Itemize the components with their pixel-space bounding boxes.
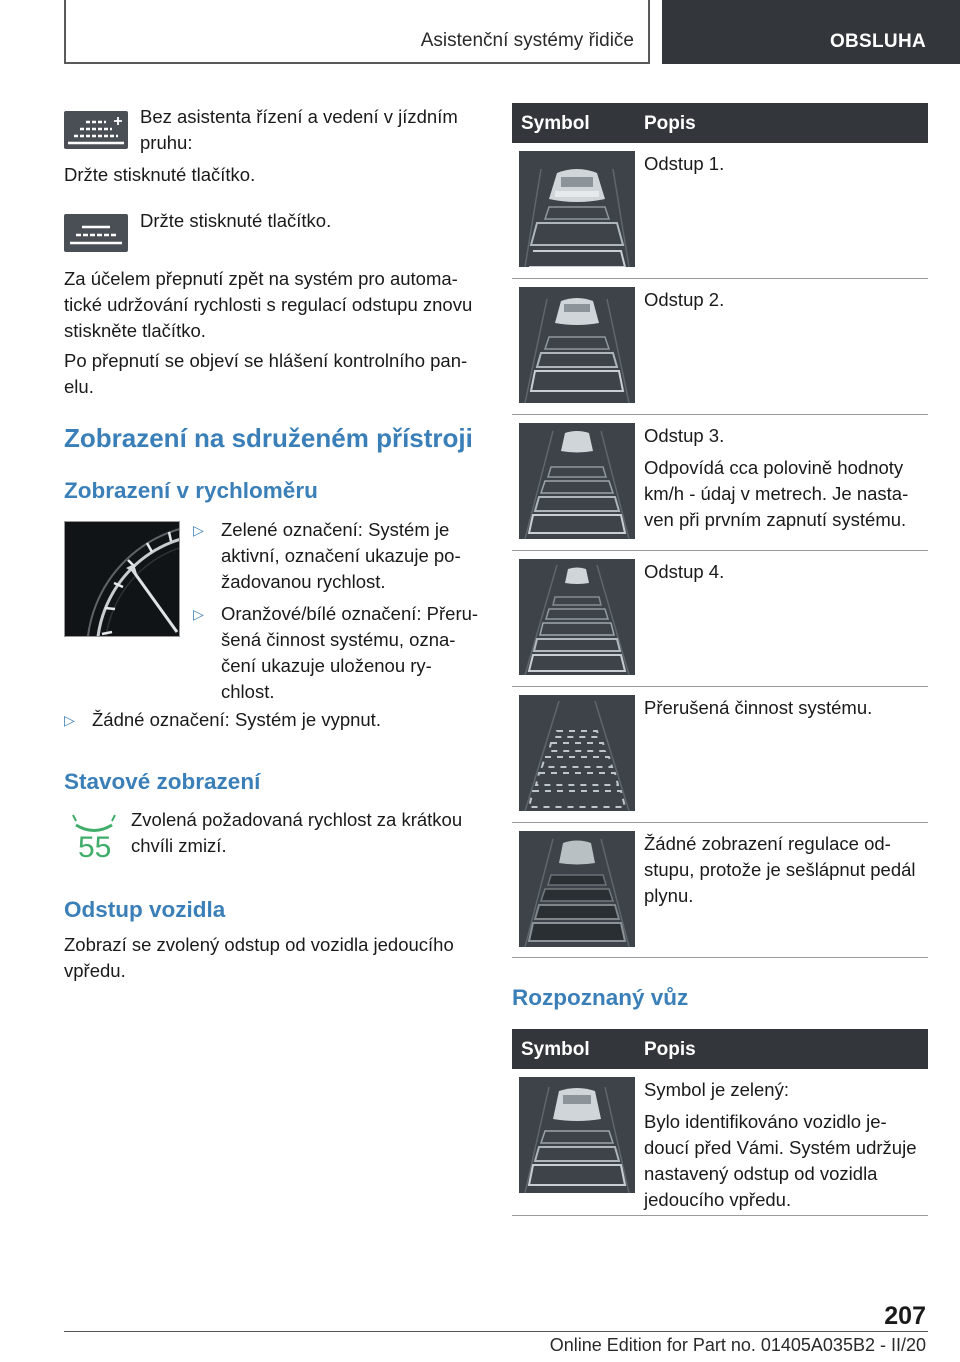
paragraph-speed-disappears: Zvolená požadovaná rychlost za krátkou chvíli zmizí.: [131, 809, 463, 856]
paragraph-control-message: Po přepnutí se objeví se hlášení kontrolního panelu.: [64, 350, 468, 397]
paragraph-hold-button-2: Držte stisknuté tlačítko.: [140, 210, 332, 231]
distance-2-symbol: [519, 287, 635, 403]
page-number: 207: [884, 1302, 926, 1330]
speed-status-value: 55: [78, 831, 112, 864]
chapter-tab-label: OBSLUHA: [829, 31, 926, 52]
table-row-divider: [512, 686, 928, 687]
distance-3-symbol: [519, 423, 635, 539]
paragraph-switch-back: Za účelem přepnutí zpět na systém pro automatické udržování rychlosti s regulací odstupu znovu stiskněte tlačítko.: [64, 268, 473, 341]
recognized-description: Bylo identifikováno vozidlo jedoucí před Vámi. Systém udržuje nastavený odstup od vozidla jedoucího vpředu.: [644, 1111, 917, 1210]
interrupted-text: Přerušená činnost systému.: [644, 697, 873, 718]
footer-edition: Online Edition for Part no. 01405A035B2 - II/20: [549, 1335, 926, 1355]
table-row-divider: [512, 1215, 928, 1216]
heading-speedometer-display: Zobrazení v rychloměru: [64, 478, 318, 503]
paragraph-without-assist: Bez asistenta řízení a vedení v jízdním pruhu:: [140, 106, 458, 153]
column-description: Popis: [644, 113, 696, 134]
heading-instrument-cluster: Zobrazení na sdruženém přístroji: [64, 423, 473, 453]
heading-status-display: Stavové zobrazení: [64, 769, 261, 794]
speed-status-icon: [64, 810, 124, 866]
bullet-marker: ▷: [64, 712, 75, 728]
distance-button-icon: [64, 214, 128, 252]
table-row-divider: [512, 278, 928, 279]
bullet-marker: ▷: [193, 522, 204, 538]
paragraph-distance-shown: Zobrazí se zvolený odstup od vozidla jedoucího vpředu.: [64, 934, 454, 981]
distance-1-symbol: [519, 151, 635, 267]
distance-1-text: Odstup 1.: [644, 153, 725, 174]
column-symbol: Symbol: [521, 113, 590, 134]
paragraph-hold-button: Držte stisknuté tlačítko.: [64, 164, 256, 185]
distance-4-text: Odstup 4.: [644, 561, 725, 582]
interrupted-symbol: [519, 695, 635, 811]
table-row-divider: [512, 550, 928, 551]
bullet-orange-marker: Oranžové/bílé označení: Přerušená činnost systému, označení ukazuje uloženou rychlost.: [221, 603, 479, 702]
column-description: Popis: [644, 1039, 696, 1060]
recognized-green-text: Symbol je zelený:: [644, 1079, 789, 1100]
column-symbol: Symbol: [521, 1039, 590, 1060]
header-section-box: [64, 0, 650, 64]
table-row-divider: [512, 957, 928, 958]
bullet-no-marker: Žádné označení: Systém je vypnut.: [92, 709, 381, 730]
bullet-green-marker: Zelené označení: Systém je aktivní, označení ukazuje požadovanou rychlost.: [221, 519, 461, 592]
recognized-vehicle-symbol: [519, 1077, 635, 1193]
speedometer-image: [64, 521, 180, 637]
table-distance-header: [512, 103, 928, 143]
no-regulation-symbol: [519, 831, 635, 947]
distance-3-description: Odpovídá cca polovině hodnoty km/h - údaj v metrech. Je nastaven při prvním zapnutí systému.: [644, 457, 909, 530]
distance-4-symbol: [519, 559, 635, 675]
distance-2-text: Odstup 2.: [644, 289, 725, 310]
footer-divider: [64, 1331, 928, 1332]
bullet-marker: ▷: [193, 606, 204, 622]
lane-assist-button-icon: [64, 111, 128, 149]
header-tab: [662, 0, 960, 64]
heading-vehicle-distance: Odstup vozidla: [64, 897, 226, 922]
distance-3-text: Odstup 3.: [644, 425, 725, 446]
section-title: Asistenční systémy řidiče: [420, 30, 634, 51]
heading-recognized-vehicle: Rozpoznaný vůz: [512, 985, 689, 1010]
no-regulation-text: Žádné zobrazení regulace odstupu, protože je sešlápnut pedál plynu.: [644, 833, 916, 906]
table-recognized-header: [512, 1029, 928, 1069]
table-row-divider: [512, 414, 928, 415]
table-row-divider: [512, 822, 928, 823]
